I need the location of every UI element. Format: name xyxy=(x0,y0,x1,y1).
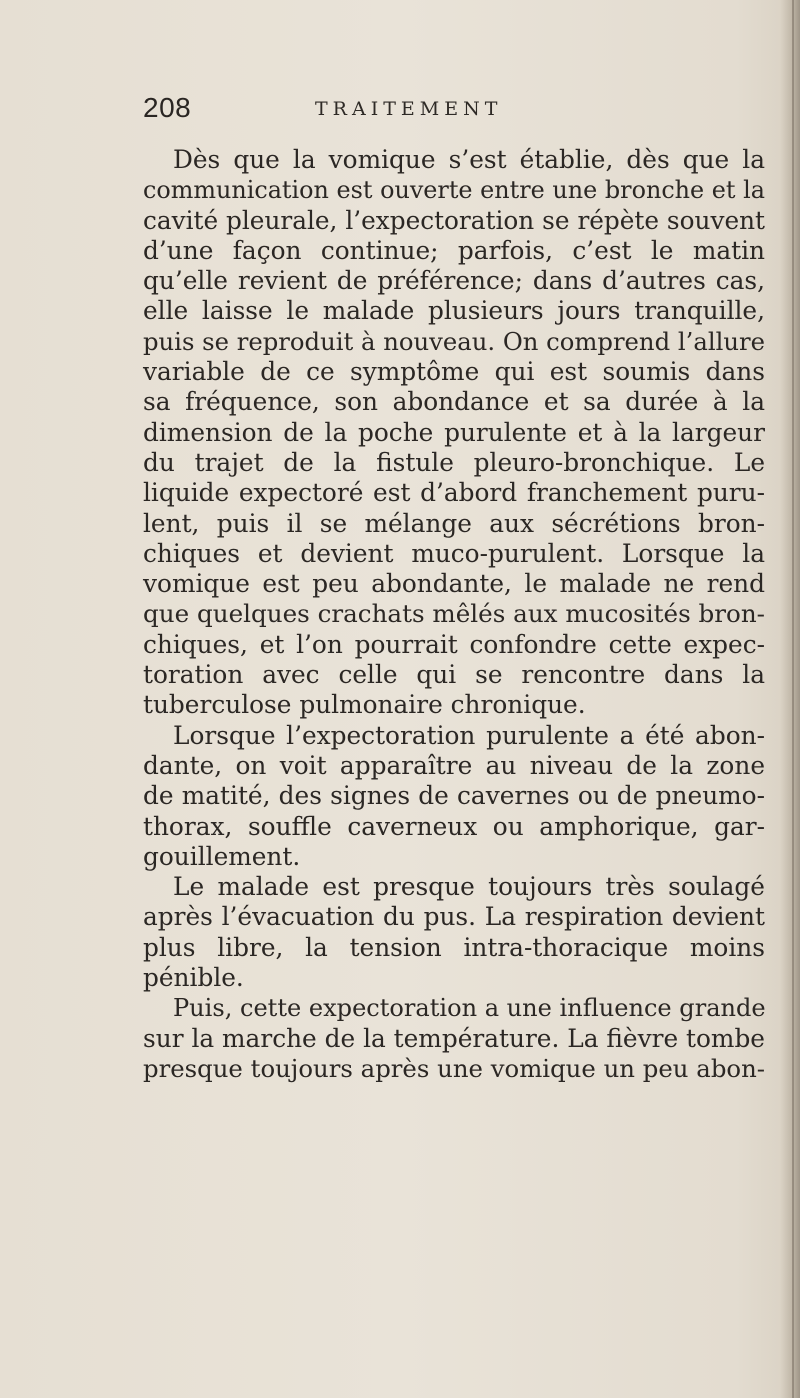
text-line: tuberculose pulmonaire chronique. xyxy=(143,690,586,720)
text-line: vomique est peu abondante, le malade ne rend xyxy=(143,569,765,599)
text-line: presque toujours après une vomique un peu abon- xyxy=(143,1053,765,1083)
text-line: pénible. xyxy=(143,963,244,993)
text-line: Lorsque l’expectoration purulente a été abon- xyxy=(173,720,765,750)
text-line: gouillement. xyxy=(143,841,301,871)
text-line: Le malade est presque toujours très soulagé xyxy=(173,872,765,902)
text-line: variable de ce symptôme qui est soumis dans xyxy=(143,357,765,387)
text-line: toration avec celle qui se rencontre dans la xyxy=(143,660,765,690)
text-line: Puis, cette expectoration a une influence grande xyxy=(173,994,766,1023)
text-line: elle laisse le malade plusieurs jours tranquille, xyxy=(143,296,765,326)
body-text xyxy=(143,145,765,1084)
text-line: chiques et devient muco-purulent. Lorsque la xyxy=(143,538,765,568)
text-line: qu’elle revient de préférence; dans d’autres cas, xyxy=(143,266,765,296)
text-line: sur la marche de la température. La fièvre tombe xyxy=(143,1023,765,1053)
running-head xyxy=(143,92,763,122)
text-line: sa fréquence, son abondance et sa durée à la xyxy=(143,387,765,417)
text-line: liquide expectoré est d’abord franchement puru- xyxy=(143,478,765,508)
text-line: thorax, souffle caverneux ou amphorique, gar- xyxy=(143,811,765,841)
text-line: d’une façon continue; parfois, c’est le matin xyxy=(143,235,765,265)
text-line: puis se reproduit à nouveau. On comprend l’allure xyxy=(143,326,765,356)
page-edge-shadow xyxy=(780,0,800,1398)
page-number: 208 xyxy=(143,92,192,123)
text-line: cavité pleurale, l’expectoration se répète souvent xyxy=(143,205,765,235)
page-edge-line xyxy=(792,0,794,1398)
text-line: de matité, des signes de cavernes ou de pneumo- xyxy=(143,781,765,811)
text-line: après l’évacuation du pus. La respiration devient xyxy=(143,902,765,932)
text-line: Dès que la vomique s’est établie, dès que la xyxy=(173,145,765,174)
text-line: dante, on voit apparaître au niveau de la zone xyxy=(143,750,765,780)
text-line: plus libre, la tension intra-thoracique moins xyxy=(143,932,765,962)
text-line: du trajet de la fistule pleuro-bronchique. Le xyxy=(143,447,765,477)
text-line: lent, puis il se mélange aux sécrétions bron- xyxy=(143,508,765,538)
text-line: dimension de la poche purulente et à la largeur xyxy=(143,417,765,447)
text-line: que quelques crachats mêlés aux mucosités bron- xyxy=(143,599,765,629)
text-line: chiques, et l’on pourrait confondre cette expec- xyxy=(143,629,765,659)
text-line: communication est ouverte entre une bronche et la xyxy=(143,176,765,205)
running-title: TRAITEMENT xyxy=(315,98,503,120)
